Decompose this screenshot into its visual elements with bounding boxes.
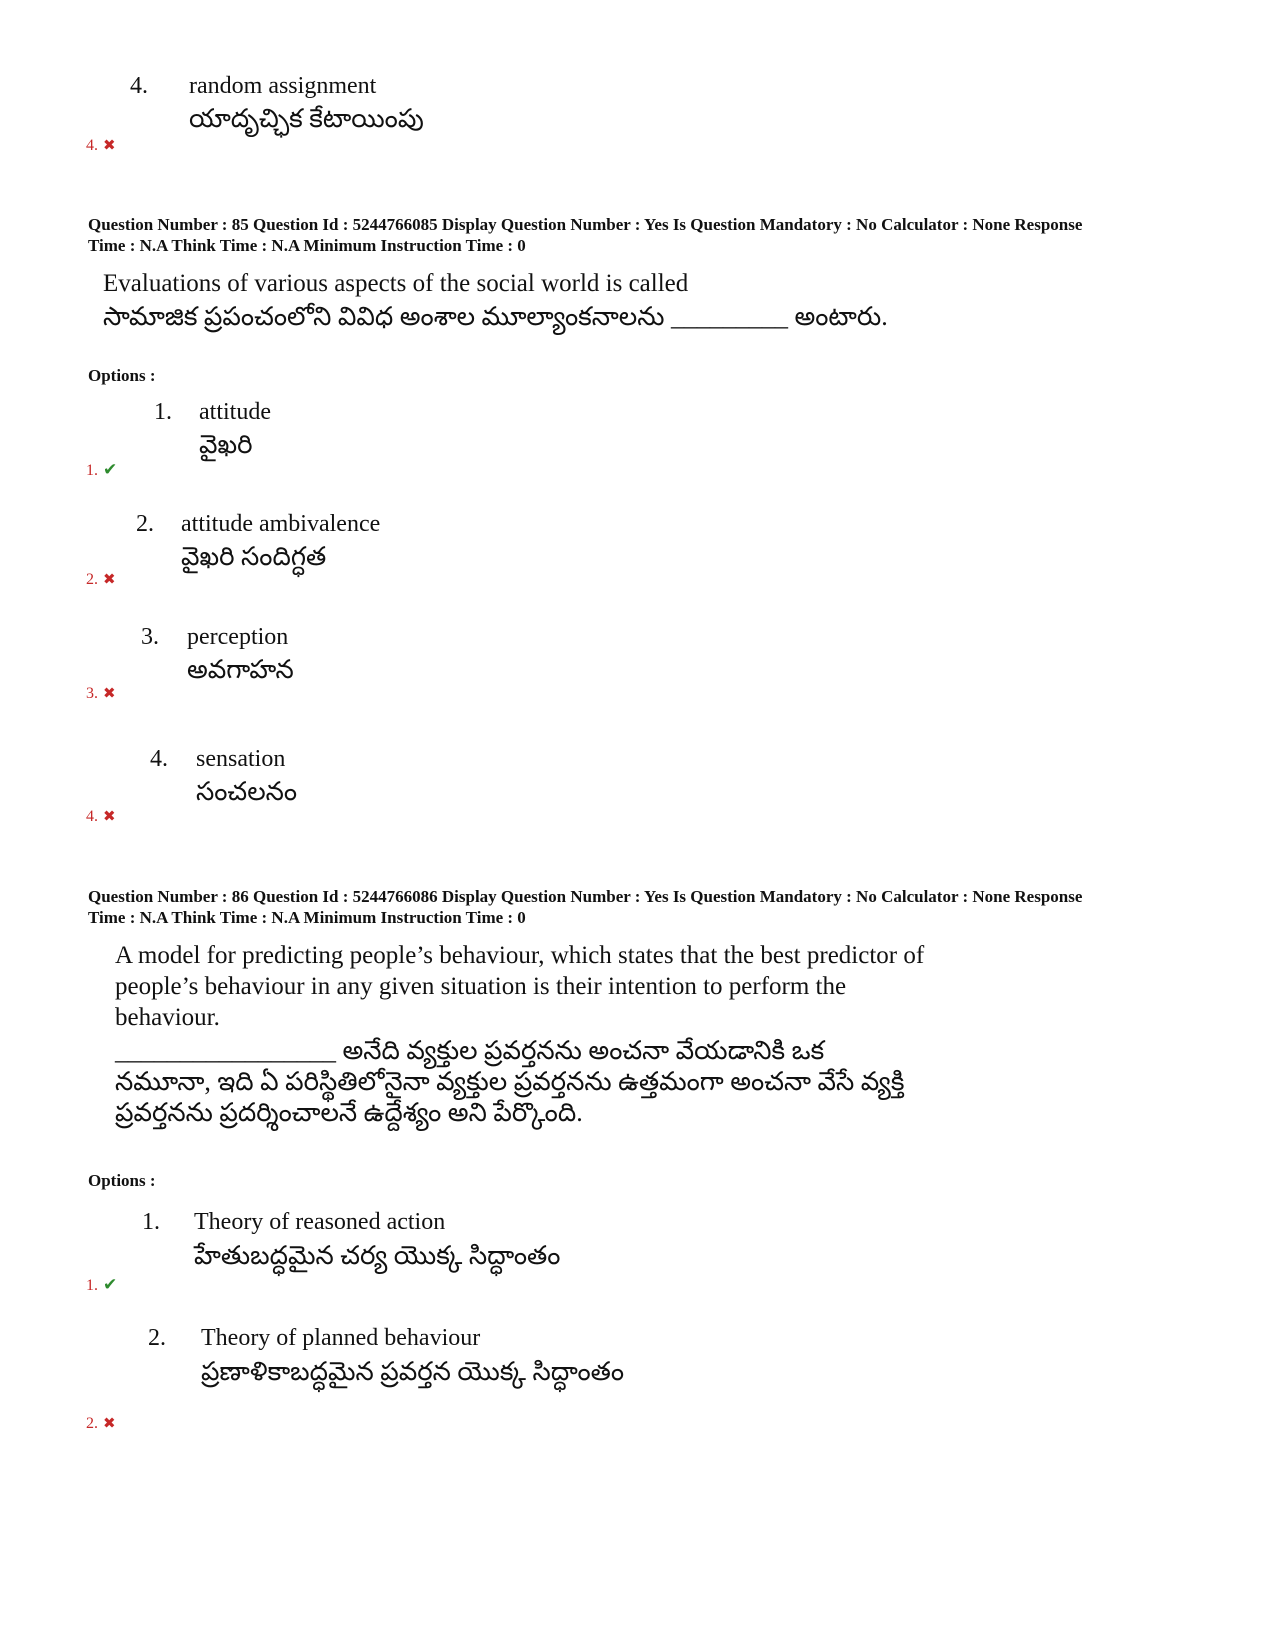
question-meta-line-2: Time : N.A Think Time : N.A Minimum Instruction Time : 0: [88, 236, 526, 255]
question-meta-line-1: Question Number : 86 Question Id : 5244766086 Display Question Number : Yes Is Question Mandatory : No Calculator : None Response: [88, 887, 1083, 906]
question-text-line: సామాజిక ప్రపంచంలోని వివిధ అంశాల మూల్యాంకనాలను _________ అంటారు.: [103, 302, 888, 331]
option-text-en: Theory of planned behaviour: [201, 1325, 481, 1351]
option-text-te: వైఖరి సందిగ్ధత: [181, 542, 327, 571]
question-text-line: ప్రవర్తనను ప్రదర్శించాలనే ఉద్దేశ్యం అని పేర్కొంది.: [115, 1098, 583, 1127]
option-marker: [86, 460, 117, 480]
cross-icon: ✖: [103, 686, 116, 702]
option-text-en: attitude ambivalence: [181, 511, 381, 537]
marker-label: 3.: [86, 685, 98, 702]
cross-icon: ✖: [103, 1416, 116, 1432]
question-meta: [88, 214, 1198, 256]
question-text-line: నమూనా, ఇది ఏ పరిస్థితిలోనైనా వ్యక్తుల ప్రవర్తనను ఉత్తమంగా అంచనా వేసే వ్యక్తి: [115, 1067, 905, 1096]
option-number: 2.: [148, 1325, 166, 1351]
question-text: [103, 268, 888, 332]
marker-label: 4.: [86, 808, 98, 825]
question-meta-line-2: Time : N.A Think Time : N.A Minimum Instruction Time : 0: [88, 908, 526, 927]
option-number: 4.: [130, 73, 148, 99]
options-label: Options :: [88, 366, 156, 385]
option-text-en: random assignment: [189, 73, 377, 99]
question-text-line: A model for predicting people’s behaviour, which states that the best predictor of: [115, 942, 925, 969]
marker-label: 4.: [86, 137, 98, 154]
option-marker: [86, 1275, 117, 1295]
question-text-line: people’s behaviour in any given situation is their intention to perform the: [115, 973, 847, 1000]
options-label: Options :: [88, 1171, 156, 1190]
option-text-te: అవగాహన: [187, 655, 294, 684]
option-text-en: Theory of reasoned action: [194, 1209, 446, 1235]
check-icon: ✔: [103, 1275, 118, 1294]
option-text-te: వైఖరి: [199, 430, 253, 459]
option-marker: [86, 570, 116, 589]
option-text-en: attitude: [199, 399, 271, 425]
option-marker: [86, 807, 116, 826]
question-text-line: _________________ అనేది వ్యక్తుల ప్రవర్తనను అంచనా వేయడానికి ఒక: [115, 1036, 825, 1065]
option-marker: [86, 136, 116, 155]
option-text-te: యాదృచ్ఛిక కేటాయింపు: [189, 104, 424, 133]
cross-icon: ✖: [103, 809, 116, 825]
question-text: [115, 940, 924, 1128]
option-number: 2.: [136, 511, 154, 537]
option-text-en: perception: [187, 624, 289, 650]
option-number: 4.: [150, 746, 168, 772]
marker-label: 1.: [86, 462, 98, 479]
option-marker: [86, 1414, 116, 1433]
option-number: 1.: [154, 399, 172, 425]
question-text-line: Evaluations of various aspects of the social world is called: [103, 270, 689, 297]
option-marker: [86, 684, 116, 703]
cross-icon: ✖: [103, 572, 116, 588]
option-text-en: sensation: [196, 746, 286, 772]
option-text-te: సంచలనం: [196, 777, 298, 806]
check-icon: ✔: [103, 460, 118, 479]
option-number: 3.: [141, 624, 159, 650]
marker-label: 2.: [86, 571, 98, 588]
question-meta-line-1: Question Number : 85 Question Id : 5244766085 Display Question Number : Yes Is Question Mandatory : No Calculator : None Response: [88, 215, 1083, 234]
marker-label: 1.: [86, 1277, 98, 1294]
option-text-te: ప్రణాళికాబద్ధమైన ప్రవర్తన యొక్క సిద్ధాంతం: [201, 1357, 625, 1386]
option-text-te: హేతుబద్ధమైన చర్య యొక్క సిద్ధాంతం: [194, 1241, 561, 1270]
question-meta: [88, 886, 1198, 928]
question-text-line: behaviour.: [115, 1004, 220, 1031]
option-number: 1.: [142, 1209, 160, 1235]
cross-icon: ✖: [103, 138, 116, 154]
marker-label: 2.: [86, 1415, 98, 1432]
